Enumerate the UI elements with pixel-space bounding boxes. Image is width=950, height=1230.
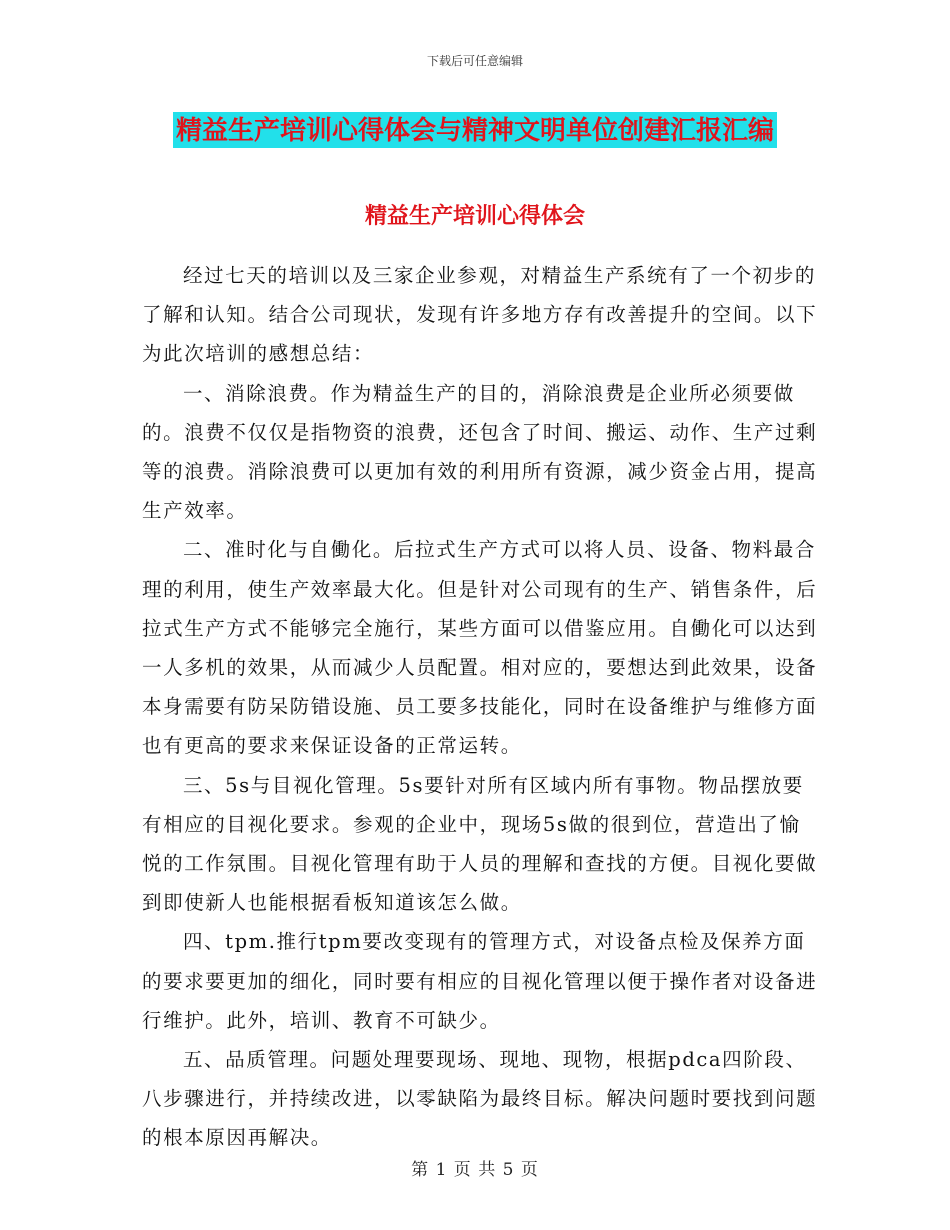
document-body: [142, 222, 818, 1158]
paragraph-tpm: 四、tpm.推行tpm要改变现有的管理方式，对设备点检及保养方面的要求要更加的细化，同时要有相应的目视化管理以便于操作者对设备进行维护。此外，培训、教育不可缺少。: [142, 930, 818, 1032]
section-title: 精益生产培训心得体会: [364, 204, 585, 229]
paragraph-quality: 五、品质管理。问题处理要现场、现地、现物，根据pdca四阶段、八步骤进行，并持续改进，以零缺陷为最终目标。解决问题时要找到问题的根本原因再解决。: [142, 1048, 818, 1150]
page-header: 下载后可任意编辑: [426, 54, 523, 68]
paragraph-jit: 二、准时化与自働化。后拉式生产方式可以将人员、设备、物料最合理的利用，使生产效率最大化。但是针对公司现有的生产、销售条件，后拉式生产方式不能够完全施行，某些方面可以借鉴应用。自働化可以达到一人多机的效果，从而减少人员配置。相对应的，要想达到此效果，设备本身需要有防呆防错设施、员工要多技能化，同时在设备维护与维修方面也有更高的要求来保证设备的正常运转。: [142, 538, 818, 758]
page-footer: 第 1 页 共 5 页: [411, 1160, 539, 1180]
document-title-wrap: [0, 112, 950, 148]
paragraph-waste: 一、消除浪费。作为精益生产的目的，消除浪费是企业所必须要做的。浪费不仅仅是指物资的浪费，还包含了时间、搬运、动作、生产过剩等的浪费。消除浪费可以更加有效的利用所有资源，减少资金占用，提高生产效率。: [142, 381, 818, 523]
document-title: 精益生产培训心得体会与精神文明单位创建汇报汇编: [173, 112, 777, 148]
paragraph-intro: 经过七天的培训以及三家企业参观，对精益生产系统有了一个初步的了解和认知。结合公司现状，发现有许多地方存有改善提升的空间。以下为此次培训的感想总结：: [142, 264, 818, 366]
paragraph-5s: 三、5s与目视化管理。5s要针对所有区域内所有事物。物品摆放要有相应的目视化要求。参观的企业中，现场5s做的很到位，营造出了愉悦的工作氛围。目视化管理有助于人员的理解和查找的方便。目视化要做到即使新人也能根据看板知道该怎么做。: [142, 773, 818, 915]
